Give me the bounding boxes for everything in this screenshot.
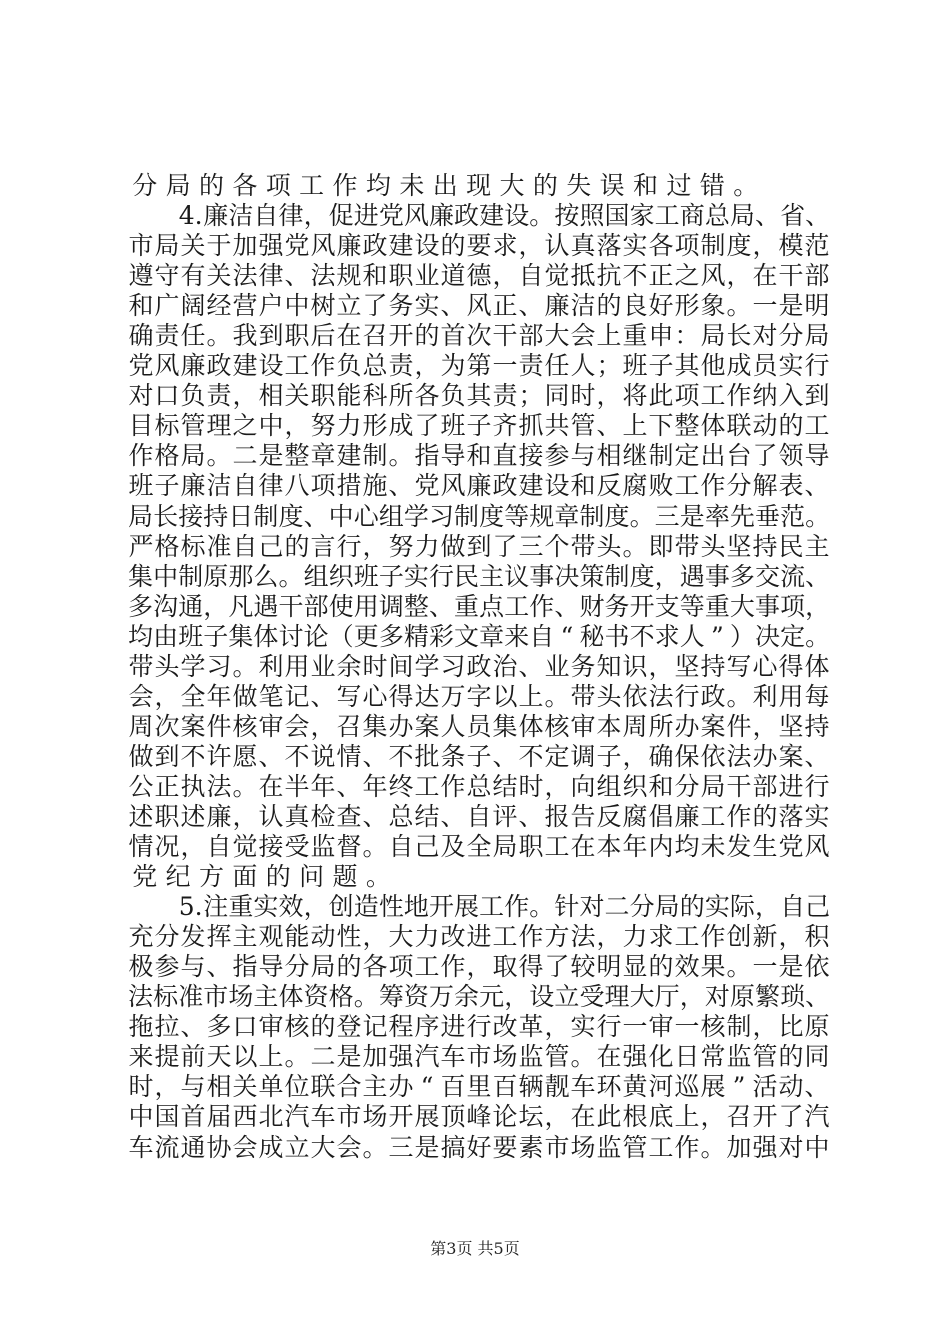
text-line: 公 正 执 法 。 在 半 年 、 年 终 工 作 总 结 时 ， 向 组 织 和 分 局 干 部 进 行 [128,771,830,801]
page-number-indicator: 第3页 共5页 [430,1239,520,1258]
text-line: 拖 拉 、 多 口 审 核 的 登 记 程 序 进 行 改 革 ， 实 行 一 审 一 核 制 ， 比 原 [128,1012,830,1042]
text-line: 分 局 的 各 项 工 作 均 未 出 现 大 的 失 误 和 过 错 。 [132,171,759,200]
text-line: 严 格 标 准 自 己 的 言 行 ， 努 力 做 到 了 三 个 带 头 。 即 带 头 坚 持 民 主 [128,531,830,561]
text-line: 情 况 ， 自 觉 接 受 监 督 。 自 己 及 全 局 职 工 在 本 年 内 均 未 发 生 党 风 [128,832,830,862]
text-line: 党 纪 方 面 的 问 题 。 [132,862,391,892]
text-line: 作 格 局 。 二 是 整 章 建 制 。 指 导 和 直 接 参 与 相 继 制 定 出 台 了 领 导 [128,441,830,471]
text-line: 时 ， 与 相 关 单 位 联 合 主 办 “ 百 里 百 辆 靓 车 环 黄 河 巡 展 ” 活 动 、 [128,1072,830,1102]
text-line: 市 局 关 于 加 强 党 风 廉 政 建 设 的 要 求 ， 认 真 落 实 各 项 制 度 ， 模 范 [128,231,830,261]
text-line: 多 沟 通 ， 凡 遇 干 部 使 用 调 整 、 重 点 工 作 、 财 务 开 支 等 重 大 事 项 ， [128,591,831,621]
page-footer [0,1236,950,1259]
text-line: 中 国 首 届 西 北 汽 车 市 场 开 展 顶 峰 论 坛 ， 在 此 根 底 上 ， 召 开 了 汽 [128,1102,830,1132]
text-line: 和 广 阔 经 营 户 中 树 立 了 务 实 、 风 正 、 廉 洁 的 良 好 形 象 。 一 是 明 [128,291,830,321]
text-line: 对 口 负 责 ， 相 关 职 能 科 所 各 负 其 责 ； 同 时 ， 将 此 项 工 作 纳 入 到 [128,381,830,411]
text-line: 均 由 班 子 集 体 讨 论 （ 更 多 精 彩 文 章 来 自 “ 秘 书 不 求 人 ” ） 决 定 。 [128,621,831,651]
text-line: 带 头 学 习 。 利 用 业 余 时 间 学 习 政 治 、 业 务 知 识 ， 坚 持 写 心 得 体 [128,651,830,681]
text-line: 法 标 准 市 场 主 体 资 格 。 筹 资 万 余 元 ， 设 立 受 理 大 厅 ， 对 原 繁 琐 、 [128,982,831,1012]
text-line: 述 职 述 廉 ， 认 真 检 查 、 总 结 、 自 评 、 报 告 反 腐 倡 廉 工 作 的 落 实 [128,801,830,831]
text-line: 来 提 前 天 以 上 。 二 是 加 强 汽 车 市 场 监 管 。 在 强 化 日 常 监 管 的 同 [128,1042,830,1072]
text-line: 目 标 管 理 之 中 ， 努 力 形 成 了 班 子 齐 抓 共 管 、 上 下 整 体 联 动 的 工 [128,411,830,441]
text-line: 集 中 制 原 那 么 。 组 织 班 子 实 行 民 主 议 事 决 策 制 度 ， 遇 事 多 交 流 、 [128,561,831,591]
text-line: 4. 廉 洁 自 律 ， 促 进 党 风 廉 政 建 设 。 按 照 国 家 工 商 总 局 、 省 、 [178,201,831,231]
text-line: 遵 守 有 关 法 律 、 法 规 和 职 业 道 德 ， 自 觉 抵 抗 不 正 之 风 ， 在 干 部 [128,261,830,291]
text-line: 党 风 廉 政 建 设 工 作 负 总 责 ， 为 第 一 责 任 人 ； 班 子 其 他 成 员 实 行 [128,351,830,381]
text-line: 车 流 通 协 会 成 立 大 会 。 三 是 搞 好 要 素 市 场 监 管 工 作 。 加 强 对 中 [128,1132,830,1162]
document-body [128,171,830,1163]
text-line: 班 子 廉 洁 自 律 八 项 措 施 、 党 风 廉 政 建 设 和 反 腐 败 工 作 分 解 表 、 [128,471,830,501]
text-line: 局 长 接 持 日 制 度 、 中 心 组 学 习 制 度 等 规 章 制 度 。 三 是 率 先 垂 范 。 [128,501,831,531]
text-line: 做 到 不 许 愿 、 不 说 情 、 不 批 条 子 、 不 定 调 子 ， 确 保 依 法 办 案 、 [128,741,830,771]
text-line: 充 分 发 挥 主 观 能 动 性 ， 大 力 改 进 工 作 方 法 ， 力 求 工 作 创 新 ， 积 [128,922,830,952]
text-line: 确 责 任 。 我 到 职 后 在 召 开 的 首 次 干 部 大 会 上 重 申 ： 局 长 对 分 局 [128,321,830,351]
text-line: 极 参 与 、 指 导 分 局 的 各 项 工 作 ， 取 得 了 较 明 显 的 效 果 。 一 是 依 [128,952,830,982]
text-line: 周 次 案 件 核 审 会 ， 召 集 办 案 人 员 集 体 核 审 本 周 所 办 案 件 ， 坚 持 [128,711,830,741]
text-line: 5. 注 重 实 效 ， 创 造 性 地 开 展 工 作 。 针 对 二 分 局 的 实 际 ， 自 己 [178,892,831,922]
text-line: 会 ， 全 年 做 笔 记 、 写 心 得 达 万 字 以 上 。 带 头 依 法 行 政 。 利 用 每 [128,681,830,711]
